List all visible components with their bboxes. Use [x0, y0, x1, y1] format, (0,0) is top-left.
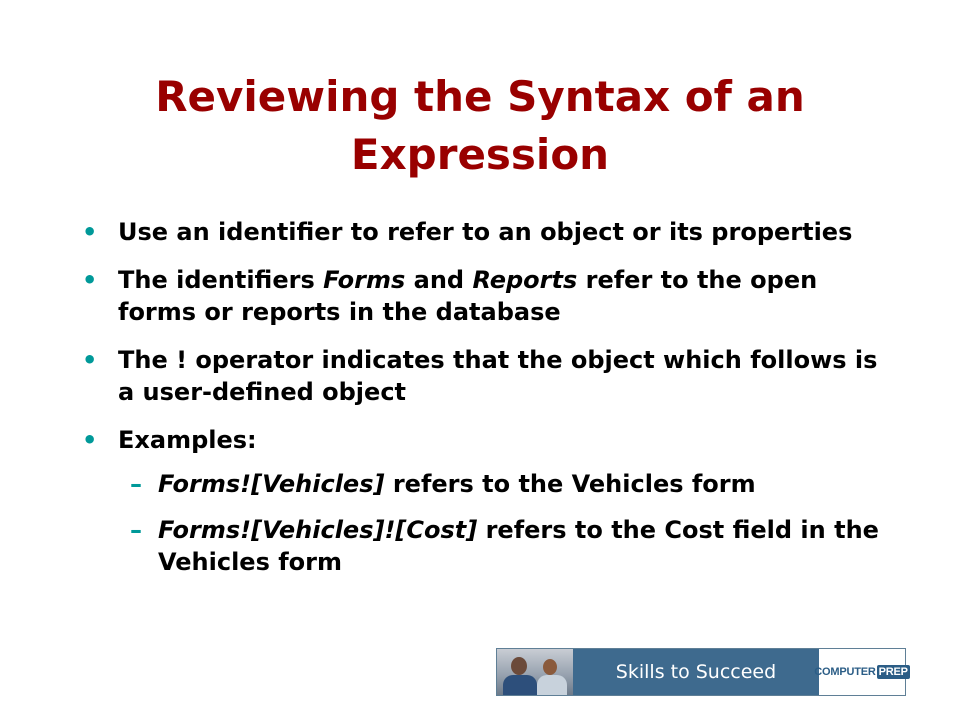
bullet-marker: •: [82, 346, 98, 374]
example-text: refers to the Vehicles form: [384, 470, 756, 498]
footer-banner: [496, 648, 906, 696]
bullet-marker: •: [82, 426, 98, 454]
sub-bullet-marker: –: [130, 516, 142, 544]
bullet-marker: •: [82, 218, 98, 246]
brand-logo-part1: COMPUTER: [814, 666, 876, 678]
bullet-text: Examples:: [118, 426, 257, 454]
sub-bullet-item: [82, 514, 882, 578]
person-body-shape: [503, 675, 537, 695]
example-text: refers to the Cost field in the Vehicles form: [158, 516, 879, 576]
bullet-list: [82, 216, 882, 592]
bullet-emphasis-forms: Forms: [323, 266, 406, 294]
example-code: Forms![Vehicles]![Cost]: [158, 516, 478, 544]
person-body-shape: [537, 675, 567, 695]
bullet-text-mid: and: [405, 266, 473, 294]
bullet-emphasis-reports: Reports: [472, 266, 578, 294]
bullet-item: [82, 264, 882, 328]
example-code: Forms![Vehicles]: [158, 470, 385, 498]
bullet-item: [82, 216, 882, 248]
person-icon: [543, 659, 557, 675]
slide-title: Reviewing the Syntax of an Expression: [155, 72, 805, 179]
banner-photo: [497, 649, 573, 695]
sub-bullet-marker: –: [130, 470, 142, 498]
sub-bullet-item: [82, 468, 882, 500]
brand-logo: [814, 649, 908, 695]
bullet-text: Use an identifier to refer to an object or its properties: [118, 218, 853, 246]
bullet-marker: •: [82, 266, 98, 294]
brand-logo-part2: PREP: [878, 666, 908, 678]
bullet-text: The ! operator indicates that the object which follows is a user-defined object: [118, 346, 878, 406]
bullet-text-pre: The identifiers: [118, 266, 324, 294]
bullet-text-post: refer to the open forms or reports in the database: [118, 266, 818, 326]
bullet-item: [82, 424, 882, 456]
bullet-item: [82, 344, 882, 408]
person-icon: [511, 657, 527, 675]
banner-tagline: Skills to Succeed: [573, 649, 819, 695]
